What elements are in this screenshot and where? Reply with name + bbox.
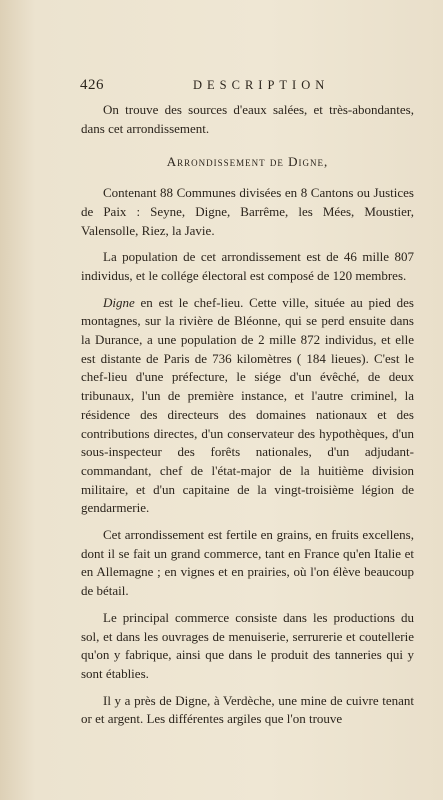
paragraph-mine: Il y a près de Digne, à Verdèche, une mine de cuivre tenant or et argent. Les différentes argiles que l'on trouve bbox=[81, 692, 414, 727]
paragraph-communes: Contenant 88 Communes divisées en 8 Cantons ou Justices de Paix : Seyne, Digne, Barrême, les Mées, Moustier, Valensolle, Riez, la Javie. bbox=[81, 185, 414, 238]
running-title: DESCRIPTION bbox=[193, 78, 330, 92]
digne-lead: Digne bbox=[103, 294, 135, 310]
page-number: 426 bbox=[80, 77, 104, 93]
paragraph-commerce: Le principal commerce consiste dans les productions du sol, et dans les ouvrages de menuiserie, serrurerie et coutellerie qu'on y fabrique, ainsi que dans le produit des tanneries qui y sont établies. bbox=[81, 609, 414, 681]
digne-rest: en est le chef-lieu. Cette ville, située au pied des montagnes, sur la rivière de Bléonne, qui se perd ensuite dans la Durance, a une population de 2 mille 872 individus, et elle est distante de Paris de 736 kilomètres ( 184 lieues). C'est le chef-lieu d'une préfecture, le siége d'un évêché, de deux tribunaux, l'un de première instance, et l'autre criminel, la résidence des directeurs des domaines nationaux et des contributions directes, d'un conservateur des hypothèques, d'un sous-inspecteur des forêts nationales, d'un adjudant-commandant, chef de l'état-major de la huitième division militaire, et d'un capitaine de la vingt-troisième légion de gendarmerie. bbox=[81, 294, 414, 516]
section-title: Arrondissement de Digne, bbox=[166, 154, 329, 170]
page-body bbox=[81, 101, 414, 729]
paragraph-population: La population de cet arrondissement est de 46 mille 807 individus, et le collége électoral est composé de 120 membres. bbox=[81, 249, 414, 283]
paragraph-digne bbox=[81, 294, 414, 518]
paragraph-salt-springs: On trouve des sources d'eaux salées, et très-abondantes, dans cet arrondissement. bbox=[81, 102, 414, 136]
paragraph-fertility: Cet arrondissement est fertile en grains, en fruits excellens, dont il se fait un grand commerce, tant en France qu'en Italie et en Allemagne ; en vignes et en prairies, où l'on élève beaucoup de bétail. bbox=[81, 527, 414, 599]
